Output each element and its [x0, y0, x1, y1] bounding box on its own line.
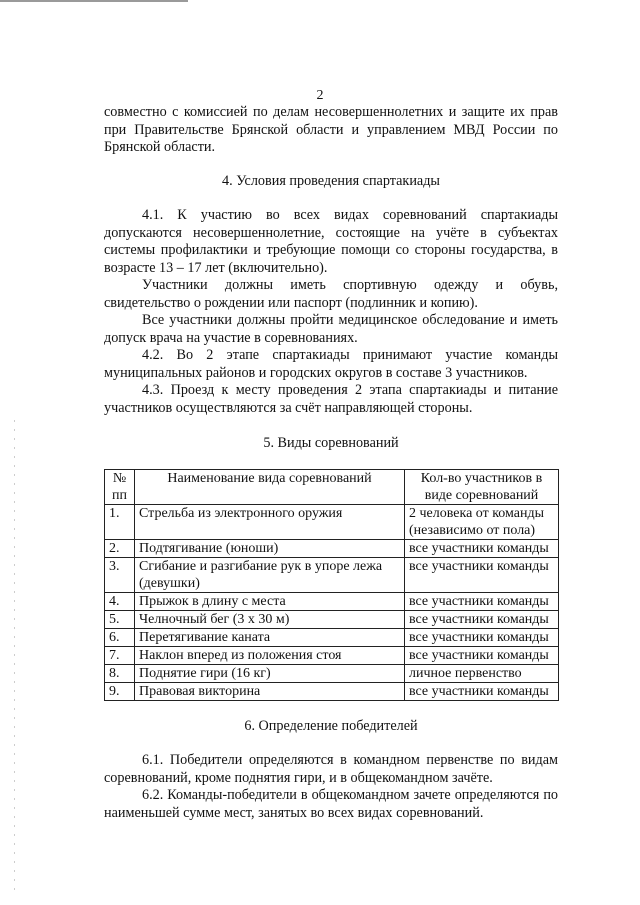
- table-row: [105, 592, 559, 610]
- participants: все участники команды: [405, 557, 559, 592]
- table-header-row: [105, 469, 559, 504]
- paragraph-6-2: 6.2. Команды-победители в общекомандном зачете определяются по наименьшей сумме мест, занятых во всех видах соревнований.: [104, 787, 558, 821]
- competition-name: Правовая викторина: [135, 682, 405, 700]
- document-body: [104, 104, 558, 822]
- row-number: 6.: [105, 628, 135, 646]
- scan-edge-line: [0, 0, 188, 2]
- table-row: [105, 504, 559, 539]
- table-row: [105, 610, 559, 628]
- paragraph-medical: Все участники должны пройти медицинское обследование и иметь допуск врача на участие в соревнованиях.: [104, 312, 558, 346]
- paragraph-4-1: 4.1. К участию во всех видах соревнований спартакиады допускаются несовершеннолетние, состоящие на учёте в субъектах системы профилактики и требующие помощи со стороны государства, в возрасте 13 – 17 лет (включительно).: [104, 207, 558, 276]
- table-row: [105, 557, 559, 592]
- participants: все участники команды: [405, 646, 559, 664]
- competition-name: Прыжок в длину с места: [135, 592, 405, 610]
- table-row: [105, 539, 559, 557]
- competition-name: Сгибание и разгибание рук в упоре лежа (девушки): [135, 557, 405, 592]
- competition-name: Перетягивание каната: [135, 628, 405, 646]
- competition-name: Челночный бег (3 х 30 м): [135, 610, 405, 628]
- competition-name: Наклон вперед из положения стоя: [135, 646, 405, 664]
- participants: 2 человека от команды (независимо от пола): [405, 504, 559, 539]
- paragraph-4-3: 4.3. Проезд к месту проведения 2 этапа спартакиады и питание участников осуществляются за счёт направляющей стороны.: [104, 382, 558, 416]
- participants: все участники команды: [405, 628, 559, 646]
- header-participants: Кол-во участников в виде соревнований: [405, 469, 559, 504]
- participants: личное первенство: [405, 664, 559, 682]
- header-competition-name: Наименование вида соревнований: [135, 469, 405, 504]
- table-row: [105, 682, 559, 700]
- participants: все участники команды: [405, 610, 559, 628]
- row-number: 9.: [105, 682, 135, 700]
- row-number: 4.: [105, 592, 135, 610]
- paragraph-clothing: Участники должны иметь спортивную одежду и обувь, свидетельство о рождении или паспорт (подлинник и копию).: [104, 277, 558, 311]
- section-4-title: 4. Условия проведения спартакиады: [222, 172, 440, 189]
- row-number: 7.: [105, 646, 135, 664]
- competition-name: Стрельба из электронного оружия: [135, 504, 405, 539]
- scan-margin-dots: [14, 420, 15, 890]
- participants: все участники команды: [405, 682, 559, 700]
- section-6-title: 6. Определение победителей: [244, 717, 418, 734]
- table-row: [105, 664, 559, 682]
- row-number: 2.: [105, 539, 135, 557]
- paragraph-4-2: 4.2. Во 2 этапе спартакиады принимают участие команды муниципальных районов и городских округов в составе 3 участников.: [104, 347, 558, 381]
- header-number: № пп: [105, 469, 135, 504]
- table-row: [105, 628, 559, 646]
- competitions-table: [104, 469, 559, 701]
- paragraph-6-1: 6.1. Победители определяются в командном первенстве по видам соревнований, кроме поднятия гири, и в общекомандном зачёте.: [104, 752, 558, 786]
- row-number: 1.: [105, 504, 135, 539]
- row-number: 5.: [105, 610, 135, 628]
- section-5-title: 5. Виды соревнований: [263, 435, 399, 451]
- competition-name: Поднятие гири (16 кг): [135, 664, 405, 682]
- page-number: 2: [316, 88, 324, 103]
- competition-name: Подтягивание (юноши): [135, 539, 405, 557]
- participants: все участники команды: [405, 592, 559, 610]
- intro-paragraph: совместно с комиссией по делам несовершеннолетних и защите их прав при Правительстве Брянской области и управлением МВД России по Брянской области.: [104, 104, 558, 155]
- participants: все участники команды: [405, 539, 559, 557]
- row-number: 3.: [105, 557, 135, 592]
- table-row: [105, 646, 559, 664]
- row-number: 8.: [105, 664, 135, 682]
